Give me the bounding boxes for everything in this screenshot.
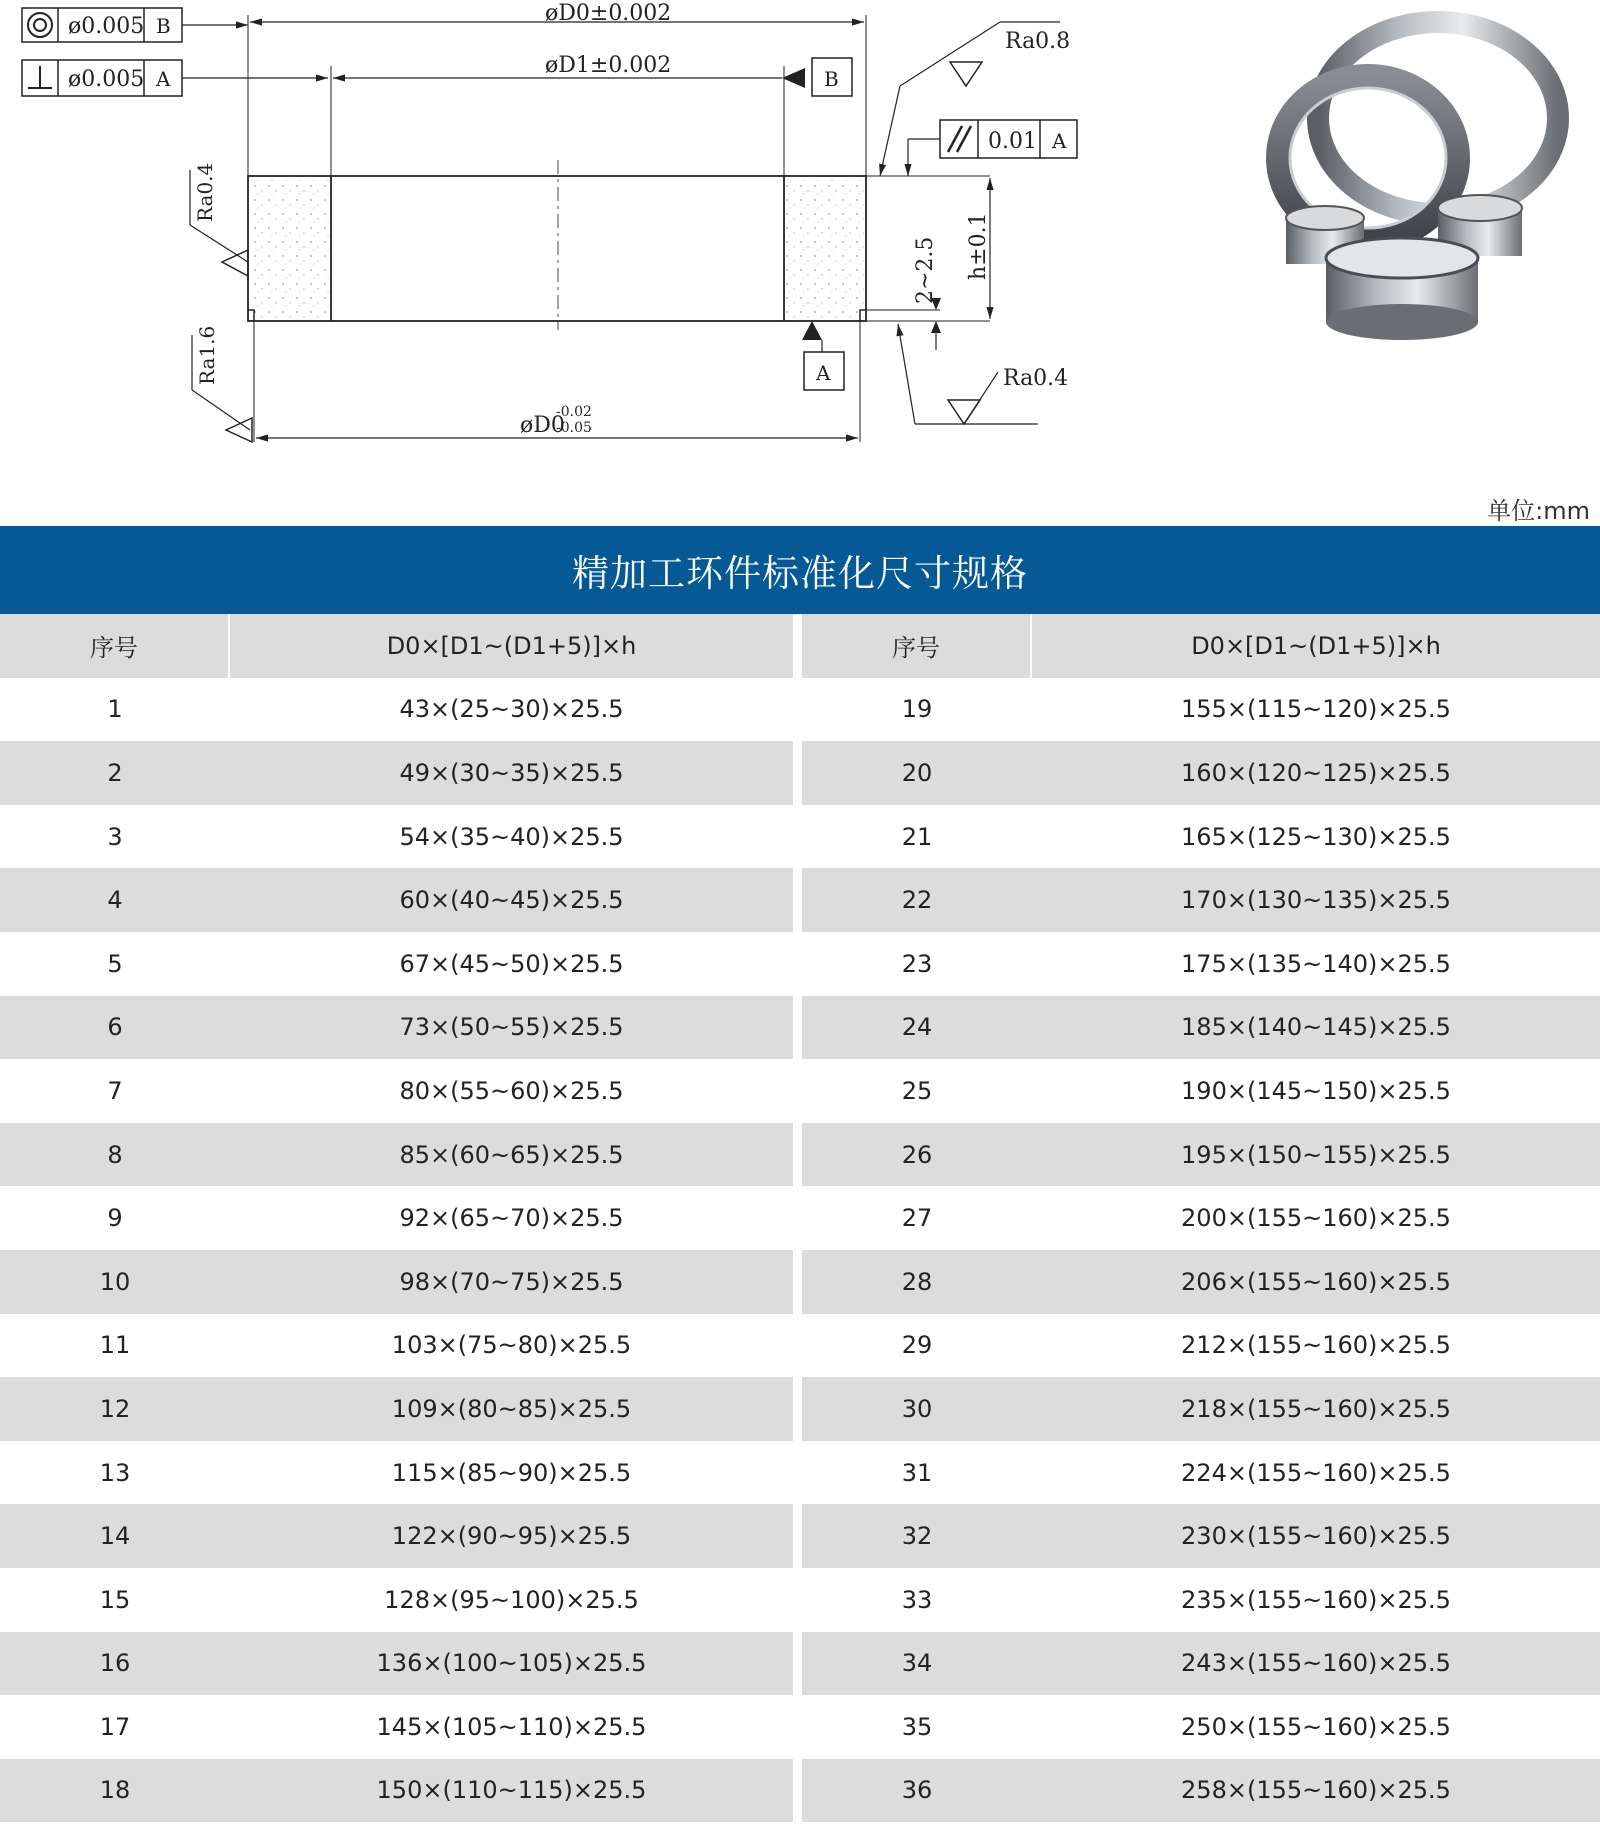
row-spec-left: 122×(90~95)×25.5 xyxy=(230,1504,793,1568)
row-spec-right: 200×(155~160)×25.5 xyxy=(1032,1186,1600,1250)
unit-label: 单位:mm xyxy=(1487,497,1590,525)
row-spec-right: 230×(155~160)×25.5 xyxy=(1032,1504,1600,1568)
gdt-datum-1: B xyxy=(156,14,171,38)
header-spec-right: D0×[D1~(D1+5)]×h xyxy=(1032,614,1600,678)
spec-table xyxy=(0,614,1600,1822)
table-row xyxy=(0,1695,1600,1759)
row-spec-right: 160×(120~125)×25.5 xyxy=(1032,741,1600,805)
row-index-left: 13 xyxy=(0,1441,230,1505)
row-index-left: 11 xyxy=(0,1314,230,1378)
row-spec-right: 155×(115~120)×25.5 xyxy=(1032,678,1600,742)
row-index-right: 23 xyxy=(802,932,1032,996)
metal-rings-photo xyxy=(1148,8,1600,344)
datum-a-marker xyxy=(802,321,844,390)
row-index-right: 29 xyxy=(802,1314,1032,1378)
row-spec-right: 243×(155~160)×25.5 xyxy=(1032,1632,1600,1696)
row-index-left: 17 xyxy=(0,1695,230,1759)
table-row xyxy=(0,805,1600,869)
roughness-left-top xyxy=(190,163,248,276)
datum-a-label: A xyxy=(816,361,831,385)
gdt-concentricity-frame xyxy=(22,8,248,42)
dim-step xyxy=(913,237,941,350)
roughness-left-bottom-label: Ra1.6 xyxy=(195,325,219,385)
gdt-datum-3: A xyxy=(1052,129,1067,153)
ring-section xyxy=(248,160,990,330)
roughness-bottom-right-label: Ra0.4 xyxy=(1003,366,1069,391)
row-index-right: 19 xyxy=(802,678,1032,742)
row-index-right: 20 xyxy=(802,741,1032,805)
row-spec-left: 115×(85~90)×25.5 xyxy=(230,1441,793,1505)
row-spec-right: 165×(125~130)×25.5 xyxy=(1032,805,1600,869)
perpendicularity-icon xyxy=(28,66,52,88)
row-spec-right: 206×(155~160)×25.5 xyxy=(1032,1250,1600,1314)
table-body xyxy=(0,678,1600,1823)
row-spec-left: 109×(80~85)×25.5 xyxy=(230,1377,793,1441)
gdt-value-3: 0.01 xyxy=(988,129,1037,154)
row-spec-right: 258×(155~160)×25.5 xyxy=(1032,1759,1600,1823)
row-index-left: 4 xyxy=(0,868,230,932)
row-index-right: 27 xyxy=(802,1186,1032,1250)
table-row xyxy=(0,741,1600,805)
table-row xyxy=(0,1441,1600,1505)
roughness-top-right-label: Ra0.8 xyxy=(1005,29,1071,54)
table-row xyxy=(0,1377,1600,1441)
row-spec-left: 136×(100~105)×25.5 xyxy=(230,1632,793,1696)
row-spec-right: 195×(150~155)×25.5 xyxy=(1032,1123,1600,1187)
table-row xyxy=(0,996,1600,1060)
table-row xyxy=(0,1059,1600,1123)
table-row xyxy=(0,1632,1600,1696)
row-spec-right: 170×(130~135)×25.5 xyxy=(1032,868,1600,932)
row-index-left: 3 xyxy=(0,805,230,869)
header-index-left: 序号 xyxy=(0,614,230,678)
gdt-perpendicularity-frame xyxy=(22,60,328,96)
row-spec-right: 218×(155~160)×25.5 xyxy=(1032,1377,1600,1441)
row-spec-right: 235×(155~160)×25.5 xyxy=(1032,1568,1600,1632)
table-header-row xyxy=(0,614,1600,678)
table-row xyxy=(0,868,1600,932)
header-spec-left: D0×[D1~(D1+5)]×h xyxy=(230,614,793,678)
row-spec-left: 128×(95~100)×25.5 xyxy=(230,1568,793,1632)
row-index-right: 31 xyxy=(802,1441,1032,1505)
dim-d0-tol-upper: -0.02 xyxy=(556,404,592,420)
dim-d0-bottom-label: øD0 xyxy=(520,413,565,438)
table-row xyxy=(0,1123,1600,1187)
row-spec-left: 103×(75~80)×25.5 xyxy=(230,1314,793,1378)
header-index-right: 序号 xyxy=(802,614,1032,678)
roughness-left-top-label: Ra0.4 xyxy=(193,162,217,222)
dim-d1 xyxy=(331,53,852,176)
row-spec-left: 54×(35~40)×25.5 xyxy=(230,805,793,869)
row-index-left: 15 xyxy=(0,1568,230,1632)
row-spec-right: 212×(155~160)×25.5 xyxy=(1032,1314,1600,1378)
gdt-value-1: ø0.005 xyxy=(68,14,145,39)
row-index-right: 24 xyxy=(802,996,1032,1060)
dim-d0-top xyxy=(248,1,866,176)
row-index-right: 22 xyxy=(802,868,1032,932)
row-index-left: 7 xyxy=(0,1059,230,1123)
dim-d1-label: øD1±0.002 xyxy=(545,53,672,78)
row-spec-right: 190×(145~150)×25.5 xyxy=(1032,1059,1600,1123)
row-spec-right: 224×(155~160)×25.5 xyxy=(1032,1441,1600,1505)
table-row xyxy=(0,678,1600,742)
dim-step-label: 2~2.5 xyxy=(913,236,938,304)
row-index-left: 18 xyxy=(0,1759,230,1823)
gdt-value-2: ø0.005 xyxy=(68,67,145,92)
row-index-left: 1 xyxy=(0,678,230,742)
dim-height xyxy=(966,178,991,319)
table-row xyxy=(0,1186,1600,1250)
table-row xyxy=(0,1314,1600,1378)
table-row xyxy=(0,932,1600,996)
row-index-right: 30 xyxy=(802,1377,1032,1441)
table-row xyxy=(0,1759,1600,1823)
row-index-right: 25 xyxy=(802,1059,1032,1123)
row-spec-left: 145×(105~110)×25.5 xyxy=(230,1695,793,1759)
row-spec-left: 150×(110~115)×25.5 xyxy=(230,1759,793,1823)
gdt-datum-2: A xyxy=(156,67,171,91)
row-index-right: 26 xyxy=(802,1123,1032,1187)
row-spec-right: 185×(140~145)×25.5 xyxy=(1032,996,1600,1060)
row-index-right: 35 xyxy=(802,1695,1032,1759)
row-index-left: 6 xyxy=(0,996,230,1060)
row-index-left: 16 xyxy=(0,1632,230,1696)
row-spec-left: 67×(45~50)×25.5 xyxy=(230,932,793,996)
dim-d0-tol-lower: -0.05 xyxy=(556,420,592,436)
row-index-right: 28 xyxy=(802,1250,1032,1314)
datum-b-label: B xyxy=(824,67,839,91)
row-index-left: 12 xyxy=(0,1377,230,1441)
dim-d0-bottom xyxy=(256,321,860,442)
row-spec-left: 98×(70~75)×25.5 xyxy=(230,1250,793,1314)
row-spec-left: 60×(40~45)×25.5 xyxy=(230,868,793,932)
row-spec-left: 92×(65~70)×25.5 xyxy=(230,1186,793,1250)
table-row xyxy=(0,1568,1600,1632)
dim-d0-top-label: øD0±0.002 xyxy=(545,1,672,26)
row-spec-left: 49×(30~35)×25.5 xyxy=(230,741,793,805)
row-spec-left: 80×(55~60)×25.5 xyxy=(230,1059,793,1123)
row-index-left: 2 xyxy=(0,741,230,805)
row-spec-right: 175×(135~140)×25.5 xyxy=(1032,932,1600,996)
row-index-left: 9 xyxy=(0,1186,230,1250)
table-title: 精加工环件标准化尺寸规格 xyxy=(0,526,1600,614)
row-index-right: 32 xyxy=(802,1504,1032,1568)
row-spec-left: 85×(60~65)×25.5 xyxy=(230,1123,793,1187)
row-index-right: 34 xyxy=(802,1632,1032,1696)
row-spec-left: 73×(50~55)×25.5 xyxy=(230,996,793,1060)
row-index-right: 21 xyxy=(802,805,1032,869)
parallelism-icon xyxy=(948,126,971,152)
table-row xyxy=(0,1250,1600,1314)
row-index-left: 8 xyxy=(0,1123,230,1187)
technical-drawing xyxy=(0,0,1120,470)
row-index-right: 33 xyxy=(802,1568,1032,1632)
row-spec-right: 250×(155~160)×25.5 xyxy=(1032,1695,1600,1759)
row-index-left: 14 xyxy=(0,1504,230,1568)
row-index-left: 5 xyxy=(0,932,230,996)
gdt-parallelism-frame xyxy=(908,120,1077,176)
roughness-bottom-right xyxy=(898,324,1068,424)
row-spec-left: 43×(25~30)×25.5 xyxy=(230,678,793,742)
row-index-right: 36 xyxy=(802,1759,1032,1823)
table-row xyxy=(0,1504,1600,1568)
concentricity-icon xyxy=(28,13,52,37)
row-index-left: 10 xyxy=(0,1250,230,1314)
dim-height-label: h±0.1 xyxy=(966,212,991,280)
roughness-left-bottom xyxy=(192,321,254,442)
